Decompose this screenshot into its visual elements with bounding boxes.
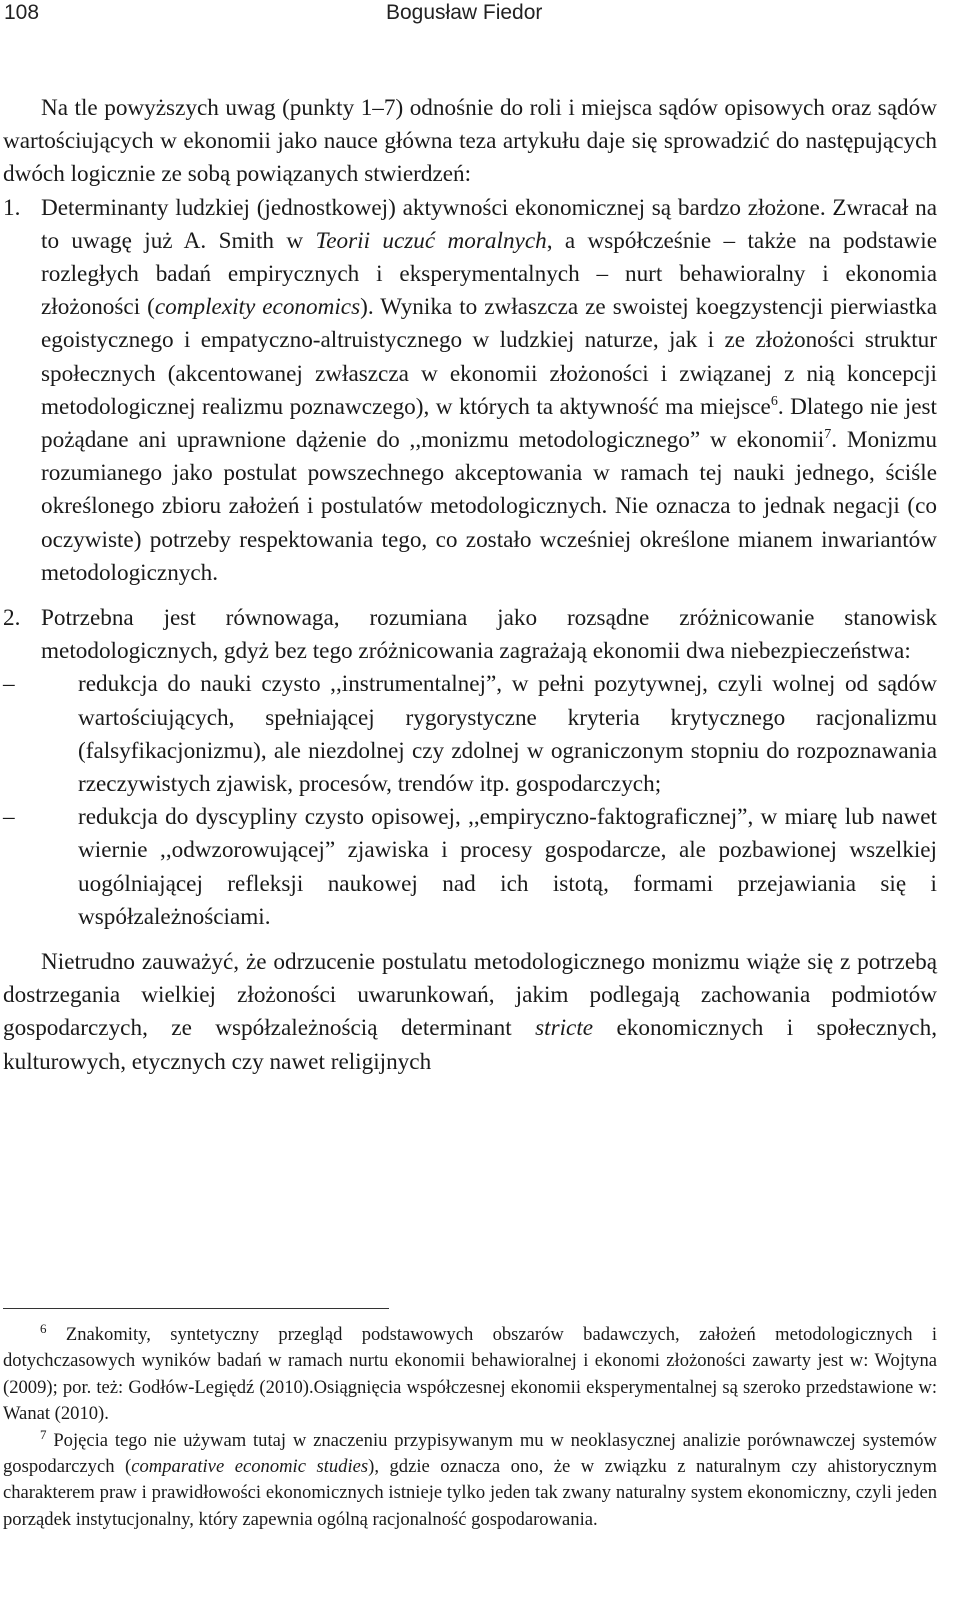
item-number: 2. (3, 605, 21, 632)
page-number: 108 (4, 1, 40, 24)
footnote-separator (3, 1308, 389, 1309)
dash-marker: – (3, 671, 15, 698)
numbered-item-2 (3, 602, 937, 668)
footnote-7: $^7$ Pojęcia tego nie używam tutaj w znaczeniu przypisywanym mu w neoklasycznej analizie porównawczej systemów gospodarczych (comparative economic studies), gdzie oznacza ono, że w związku z naturalnym czy ahistorycznym charakterem praw i prawidłowości ekonomicznych istnieje tylko jeden tak zwany naturalny system ekonomiczny, czyli jeden porządek instytucjonalny, który zapewnia ogólną racjonalność gospodarowania. (3, 1426, 937, 1530)
item-number: 1. (3, 194, 21, 221)
main-text (3, 92, 937, 1079)
item-1-text: Determinanty ludzkiej (jednostkowej) aktywności ekonomicznej są bardzo złożone. Zwracał na to uwagę już A. Smith w Teorii uczuć moralnych, a współcześnie – także na podstawie rozległych badań empirycznych i eksperymentalnych – nurt behawioralny i ekonomia złożoności (complexity economics). Wynika to zwłaszcza ze swoistej koegzystencji pierwiastka egoistycznego i empatyczno-altruistycznego w ludzkiej naturze, jak i ze złożoności struktur społecznych (akcentowanej zwłaszcza w ekonomii złożoności i związanej z nią koncepcji metodologicznej realizmu poznawczego), w których ta aktywność ma miejsce$^6$. Dlatego nie jest pożądane ani uprawnione dążenie do ,,monizmu metodologicznego” w ekonomii$^7$. Monizmu rozumianego jako postulat powszechnego akceptowania w ramach tej nauki jednego, ściśle określonego zbioru założeń i postulatów metodologicznych. Nie oznacza to jednak negacji (co oczywiste) potrzeby respektowania tego, co zostało wcześniej określone mianem inwariantów metodologicznych. (41, 194, 938, 586)
footnotes (3, 1322, 937, 1533)
italic-term: comparative economic studies (131, 1456, 369, 1478)
running-head-author: Bogusław Fiedor (386, 1, 543, 24)
italic-term: complexity economics (154, 294, 361, 321)
list-item: – redukcja do dyscypliny czysto opisowej, ,,empiryczno-faktograficznej”, w miarę lub nawet wiernie ,,odwzorowującej” zjawiska i procesy gospodarcze, ale pozbawionej wszelkiej uogólniającej refleksji naukowej nad ich istotą, formami przejawiania się i współzależnościami. (3, 801, 937, 934)
page-header (0, 0, 960, 26)
dash-marker: – (3, 804, 15, 831)
closing-paragraph: Nietrudno zauważyć, że odrzucenie postulatu metodologicznego monizmu wiąże się z potrzebą dostrzegania wielkiej złożoności uwarunkowań, jakim podlegają zachowania podmiotów gospodarczych, ze współzależnością determinant stricte ekonomicznych i społecznych, kulturowych, etycznych czy nawet religijnych (3, 949, 937, 1075)
item-2-text: Potrzebna jest równowaga, rozumiana jako rozsądne zróżnicowanie stanowisk metodologicznych, gdyż bez tego zróżnicowania zagrażają ekonomii dwa niebezpieczeństwa: (41, 605, 937, 665)
numbered-item-1 (3, 192, 937, 590)
footnote-6: $^6$ Znakomity, syntetyczny przegląd podstawowych obszarów badawczych, założeń metodologicznych i dotychczasowych wyników badań w ramach nurtu ekonomii behawioralnej i ekonomi złożoności zawarty jest w: Wojtyna (2009); por. też: Godłów-Legiędź (2010).Osiągnięcia współczesnej ekonomii eksperymentalnej są szeroko przedstawione w: Wanat (2010). (3, 1321, 937, 1425)
italic-title: Teorii uczuć moralnych (315, 227, 547, 254)
list-item: – redukcja do nauki czysto ,,instrumentalnej”, w pełni pozytywnej, czyli wolnej od sądów wartościujących, spełniającej rygorystyczne kryteria krytycznego racjonalizmu (falsyfikacjonizmu), ale niezdolnej czy zdolnej w ograniczonym stopniu do rozpoznawania rzeczywistych zjawisk, procesów, trendów itp. gospodarczych; (3, 668, 937, 801)
footnote-ref-6[interactable]: 6 (770, 393, 778, 409)
italic-term: stricte (535, 1015, 594, 1042)
footnote-number: 7 (40, 1426, 47, 1442)
footnote-ref-7[interactable]: 7 (824, 427, 832, 443)
dash-list (3, 668, 937, 934)
footnote-number: 6 (40, 1321, 47, 1336)
intro-paragraph: Na tle powyższych uwag (punkty 1–7) odnośnie do roli i miejsca sądów opisowych oraz sądów wartościujących w ekonomii jako nauce główna teza artykułu daje się sprowadzić do następujących dwóch logicznie ze sobą powiązanych stwierdzeń: (3, 95, 937, 188)
